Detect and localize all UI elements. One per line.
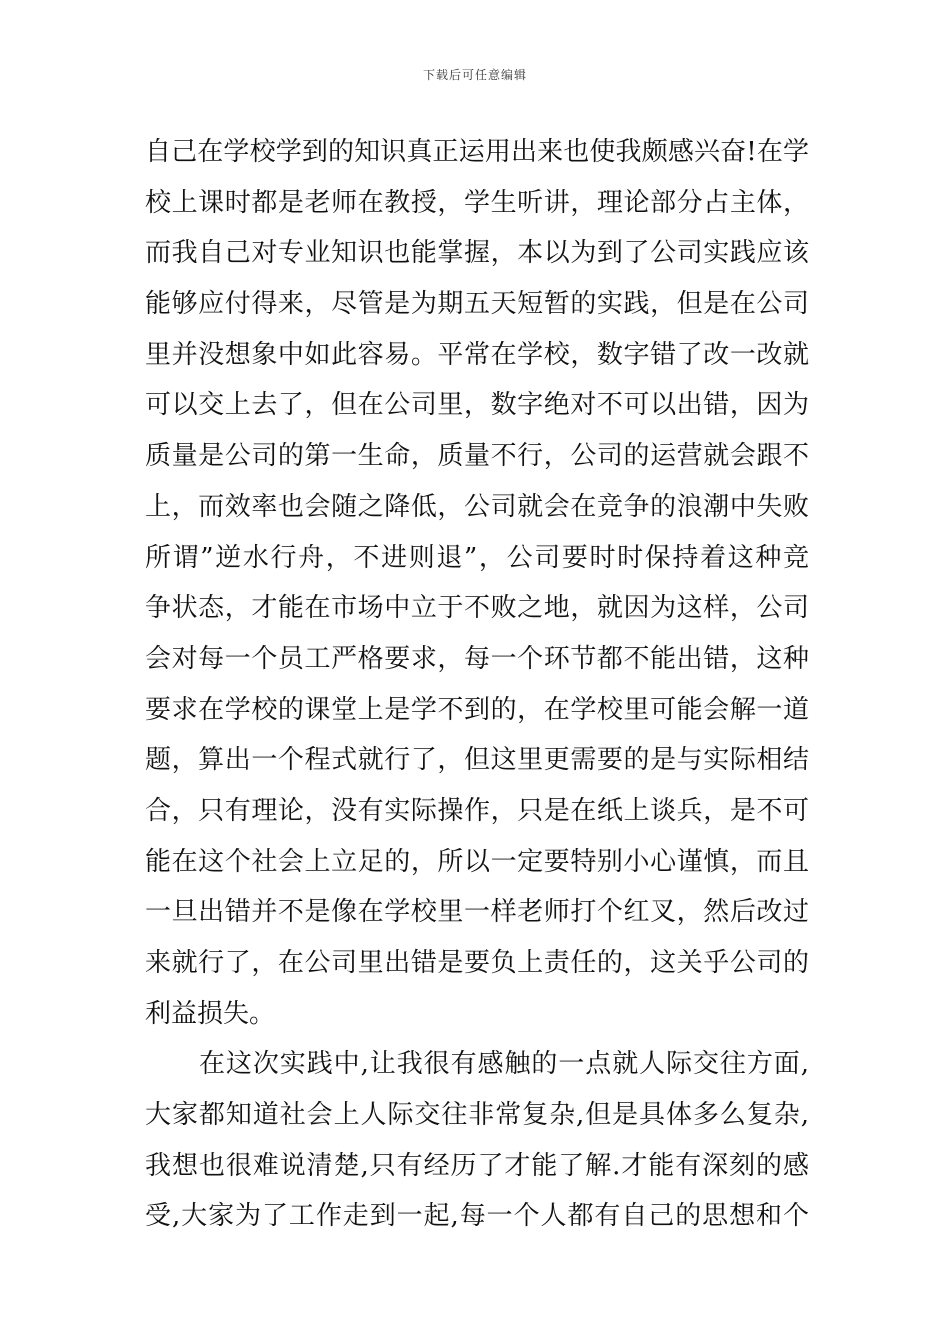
text-line: 大家都知道社会上人际交往非常复杂,但是具体多么复杂,: [145, 1100, 809, 1131]
text-line: 会对每一个员工严格要求，每一个环节都不能出错，这种: [145, 643, 809, 674]
text-line: 所谓”逆水行舟，不进则退”，公司要时时保持着这种竞: [145, 542, 809, 573]
text-line: 能在这个社会上立足的，所以一定要特别小心谨慎，而且: [145, 846, 809, 877]
document-body: [145, 127, 809, 1242]
text-line: 一旦出错并不是像在学校里一样老师打个红叉，然后改过: [145, 897, 809, 928]
text-line: 合，只有理论，没有实际操作，只是在纸上谈兵，是不可: [145, 795, 809, 826]
text-line: 要求在学校的课堂上是学不到的，在学校里可能会解一道: [145, 694, 809, 725]
text-line: 争状态，才能在市场中立于不败之地，就因为这样，公司: [145, 593, 809, 624]
text-line: 能够应付得来，尽管是为期五天短暂的实践，但是在公司: [145, 289, 809, 320]
text-line: 自己在学校学到的知识真正运用出来也使我颇感兴奋!在学: [145, 137, 809, 167]
text-line: 题，算出一个程式就行了，但这里更需要的是与实际相结: [145, 745, 809, 776]
text-line: 质量是公司的第一生命，质量不行，公司的运营就会跟不: [145, 441, 809, 472]
paragraph: [145, 127, 809, 1039]
text-line: 而我自己对专业知识也能掌握，本以为到了公司实践应该: [145, 238, 809, 269]
text-line: 受,大家为了工作走到一起,每一个人都有自己的思想和个: [145, 1201, 809, 1232]
text-line: 来就行了，在公司里出错是要负上责任的，这关乎公司的: [145, 948, 809, 978]
text-line: 上，而效率也会随之降低，公司就会在竞争的浪潮中失败: [145, 491, 809, 522]
text-line: 在这次实践中,让我很有感触的一点就人际交往方面,: [199, 1049, 809, 1080]
text-line: 可以交上去了，但在公司里，数字绝对不可以出错，因为: [145, 390, 809, 421]
text-line: 我想也很难说清楚,只有经历了才能了解.才能有深刻的感: [145, 1150, 809, 1181]
paragraph: [145, 1039, 809, 1242]
text-line: 校上课时都是老师在教授，学生听讲，理论部分占主体，: [145, 187, 809, 218]
page-header: 下载后可任意编辑: [422, 68, 527, 82]
text-line: 里并没想象中如此容易。平常在学校，数字错了改一改就: [145, 339, 809, 370]
text-line: 利益损失。: [145, 998, 276, 1029]
